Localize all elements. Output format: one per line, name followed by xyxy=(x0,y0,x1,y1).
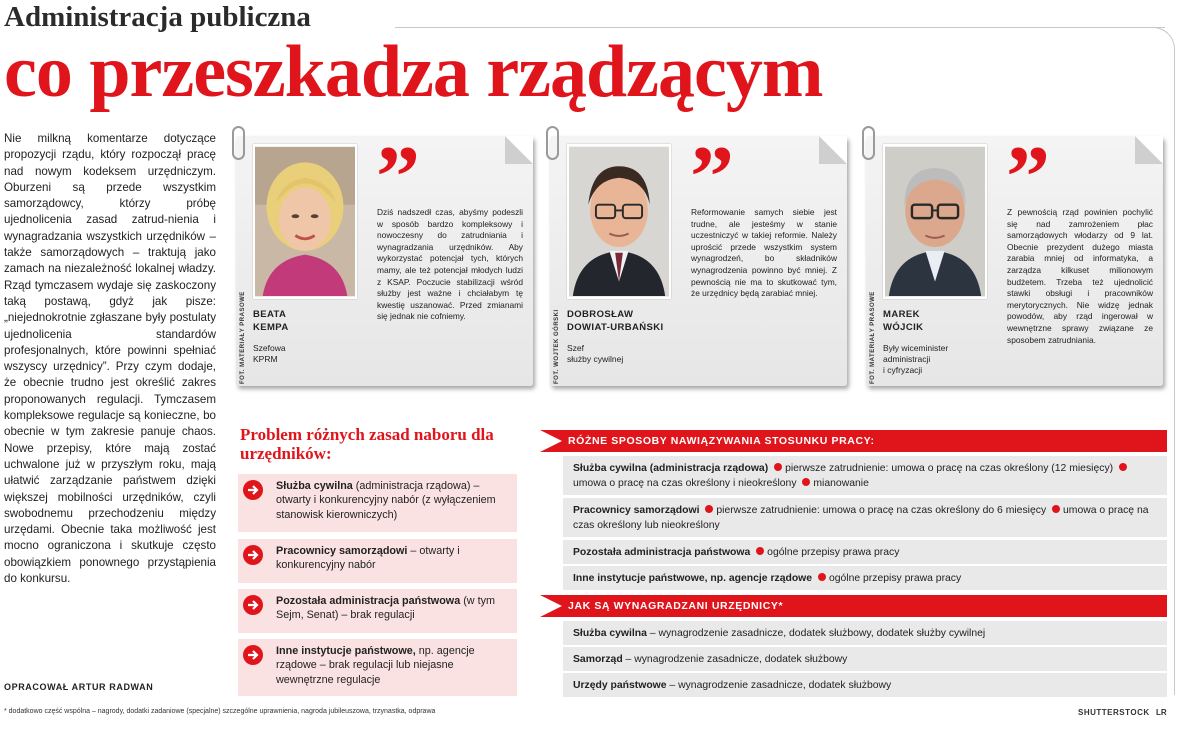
problem-item-label: Pracownicy samorządowi xyxy=(276,545,408,557)
person-role xyxy=(567,343,672,365)
salary-row-label: Samorząd xyxy=(573,654,623,665)
footnote: * dodatkowo część wspólna – nagrody, dodatki zadaniowe (specjalne) szczególne uprawnienia, nagroda jubileuszowa, trzynastka, odprawa xyxy=(4,708,436,715)
problem-item-label: Służba cywilna xyxy=(276,480,353,492)
employment-banner: RÓŻNE SPOSOBY NAWIĄZYWANIA STOSUNKU PRACY: xyxy=(540,430,1167,452)
employment-row-part: umowa o pracę na czas określony lub nieokreślony xyxy=(573,505,1149,531)
quote-mark-icon: ” xyxy=(376,129,420,226)
person-first-name: MAREK xyxy=(883,309,920,320)
portrait-man-gray-hair-icon xyxy=(885,146,985,297)
problem-title: Problem różnych zasad naboru dla urzędników: xyxy=(240,425,494,463)
paperclip-icon xyxy=(546,126,559,160)
employment-row-label: Pozostała administracja państwowa xyxy=(573,547,751,558)
salary-row xyxy=(563,621,1167,645)
frame-right-line xyxy=(1174,55,1175,695)
paperclip-icon xyxy=(232,126,245,160)
card-folded-corner xyxy=(1135,136,1163,164)
article-author: OPRACOWAŁ ARTUR RADWAN xyxy=(4,682,154,692)
employment-row xyxy=(563,566,1167,590)
portrait-photo xyxy=(253,144,357,299)
person-last-name: KEMPA xyxy=(253,322,289,333)
photo-credit: FOT. MATERIAŁY PRASOWE xyxy=(240,291,246,384)
salary-row-text: – wynagrodzenie zasadnicze, dodatek służbowy xyxy=(666,680,892,691)
quote-text: Reformowanie samych siebie jest trudne, ale jesteśmy w stanie uczestniczyć w takiej reformie. Należy uprościć przede wszystkim system wynagrodzeń, bo składników wynagrodzenia powinno być mniej. Z pewnością nie ma to skutkować tym, że urzędnicy będą zarabiać mniej. xyxy=(691,207,837,299)
person-first-name: DOBROSŁAW xyxy=(567,309,634,320)
quote-text: Z pewnością rząd powinien pochylić się nad zamrożeniem płac samorządowych włodarzy od 9 lat. Obecnie prezydent dużego miasta zarabia mniej od informatyka, a zarządza kilkuset milionowym budżetem. Trzeba też ujednolicić stawki obsługi i pracowników merytorycznych. Nie widzę jednak powodów, aby rząd ingerował w wewnętrzne sprawy związane ze sposobem zatrudniania. xyxy=(1007,207,1153,345)
section-kicker: Administracja publiczna xyxy=(4,1,311,33)
person-role xyxy=(253,343,358,365)
arrow-right-icon xyxy=(243,645,263,665)
card-folded-corner xyxy=(819,136,847,164)
salary-row-label: Służba cywilna xyxy=(573,628,647,639)
problem-item xyxy=(238,539,517,583)
role-line: Szef xyxy=(567,343,585,353)
employment-row xyxy=(563,456,1167,495)
role-line: i cyfryzacji xyxy=(883,365,923,375)
salary-banner: JAK SĄ WYNAGRADZANI URZĘDNICY* xyxy=(540,595,1167,617)
problem-item-label: Pozostała administracja państwowa xyxy=(276,595,461,607)
person-name xyxy=(567,308,664,334)
employment-row-part: pierwsze zatrudnienie: umowa o pracę na czas określony (12 miesięcy) xyxy=(785,463,1114,474)
portrait-photo xyxy=(567,144,671,299)
bullet-dot-icon xyxy=(1052,505,1060,513)
arrow-right-icon xyxy=(243,545,263,565)
problem-item-text: – otwarty i konkurencyjny nabór xyxy=(276,545,460,572)
bullet-dot-icon xyxy=(802,478,810,486)
salary-row-label: Urzędy państwowe xyxy=(573,680,667,691)
quote-mark-icon: ” xyxy=(690,129,734,226)
card-folded-corner xyxy=(505,136,533,164)
quote-card-wojcik xyxy=(866,126,1163,388)
salary-row xyxy=(563,647,1167,671)
person-last-name: WÓJCIK xyxy=(883,322,924,333)
portrait-man-glasses-icon xyxy=(569,146,669,297)
problem-item-text: (w tym Sejm, Senat) – brak regulacji xyxy=(276,595,495,622)
person-name xyxy=(253,308,289,334)
quote-text: Dziś nadszedł czas, abyśmy podeszli w sposób bardzo kompleksowy i nowoczesny do zatrudniania i wynagradzania urzędników. Aby wykorzystać potencjał tych, których mamy, ale też potencjał młodych ludzi z KSAP. Poczucie stabilizacji wśród służby jest ważne i chciałabym tę kwestię uszanować. Przed zmianami się jednak nie cofniemy. xyxy=(377,207,523,322)
arrow-right-icon xyxy=(243,595,263,615)
paperclip-icon xyxy=(862,126,875,160)
employment-row-part: pierwsze zatrudnienie: umowa o pracę na czas określony do 6 miesięcy xyxy=(716,505,1047,516)
problem-item-text: np. agencje rządowe – brak regulacji lub niejasne wewnętrzne regulacje xyxy=(276,645,475,686)
bullet-dot-icon xyxy=(756,547,764,555)
photo-credit: FOT. MATERIAŁY PRASOWE xyxy=(870,291,876,384)
banner-arrow-notch xyxy=(540,430,562,452)
bullet-dot-icon xyxy=(1119,463,1127,471)
employment-row xyxy=(563,498,1167,537)
image-credit: SHUTTERSTOCK xyxy=(1078,708,1150,717)
person-first-name: BEATA xyxy=(253,309,287,320)
problem-item-text: (administracja rządowa) – otwarty i konkurencyjny nabór (z wyłączeniem stanowisk kierowniczych) xyxy=(276,480,496,521)
role-line: służby cywilnej xyxy=(567,354,624,364)
quote-card-dowiat-urbanski xyxy=(550,126,847,388)
frame-corner xyxy=(1145,27,1175,57)
employment-row-part: umowa o pracę na czas określony i nieokreślony xyxy=(573,478,797,489)
banner-arrow-notch xyxy=(540,595,562,617)
portrait-woman-icon xyxy=(255,146,355,297)
employment-row-label: Służba cywilna (administracja rządowa) xyxy=(573,463,769,474)
person-role xyxy=(883,343,988,376)
salary-row-text: – wynagrodzenie zasadnicze, dodatek służbowy, dodatek służby cywilnej xyxy=(646,628,986,639)
role-line: administracji xyxy=(883,354,931,364)
employment-row-part: ogólne przepisy prawa pracy xyxy=(767,547,900,558)
salary-row-text: – wynagrodzenie zasadnicze, dodatek służbowy xyxy=(622,654,848,665)
quote-card-kempa xyxy=(236,126,533,388)
quote-mark-icon: ” xyxy=(1006,129,1050,226)
role-line: Szefowa xyxy=(253,343,286,353)
bullet-dot-icon xyxy=(774,463,782,471)
editor-initials: LR xyxy=(1156,708,1167,717)
role-line: Były wiceminister xyxy=(883,343,949,353)
problem-item xyxy=(238,589,517,633)
employment-row-label: Inne instytucje państwowe, np. agencje rządowe xyxy=(573,573,813,584)
problem-item xyxy=(238,474,517,532)
frame-top-line xyxy=(395,27,1165,28)
arrow-right-icon xyxy=(243,480,263,500)
bullet-dot-icon xyxy=(818,573,826,581)
person-name xyxy=(883,308,923,334)
salary-row xyxy=(563,673,1167,697)
person-last-name: DOWIAT-URBAŃSKI xyxy=(567,322,664,333)
problem-item xyxy=(238,639,517,696)
employment-row xyxy=(563,540,1167,564)
page-title: co przeszkadza rządzącym xyxy=(4,31,823,113)
employment-row-part: ogólne przepisy prawa pracy xyxy=(828,573,962,584)
bullet-dot-icon xyxy=(705,505,713,513)
employment-row-part: mianowanie xyxy=(813,478,869,489)
lead-paragraph: Nie milkną komentarze dotyczące propozycji rządu, który rozpoczął pracę nad nowym kodeksem urzędniczym. Oburzeni są przede wszystkim samorządowcy, którzy próbę ujednolicenia zasad zatrud-nienia i wynagradzania wszystkich urzędników – także samorządowych – traktują jako zamach na niezależność lokalnej władzy. Rząd tymczasem wydaje się zaskoczony taką postawą, gdyż jak pisze: „niejednokrotnie zgłaszane były postulaty ujednolicenia standardów profesjonalnych, które powinni spełniać wszyscy urzędnicy”. Przy czym dodaje, że obecnie trudno jest określić zakres proponowanych regulacji. Tymczasem kompleksowe regulacje są konieczne, bo obecnie w tym zakresie panuje chaos. Nowe przepisy, które mają zostać uchwalone już w przyszłym roku, mają ułatwić zarządzanie państwem dzięki większej mobilności urzędników, czyli swobodnemu przechodzeniu między urzędami. Obecnie taka możliwość jest mocno ograniczona i skutkuje często obowiązkiem ponownego przystąpienia do konkursu. xyxy=(4,132,216,586)
photo-credit: FOT. WOJTEK GÓRSKI xyxy=(554,309,560,384)
employment-row-label: Pracownicy samorządowi xyxy=(573,505,700,516)
role-line: KPRM xyxy=(253,354,278,364)
portrait-photo xyxy=(883,144,987,299)
problem-item-label: Inne instytucje państwowe, xyxy=(276,645,416,657)
